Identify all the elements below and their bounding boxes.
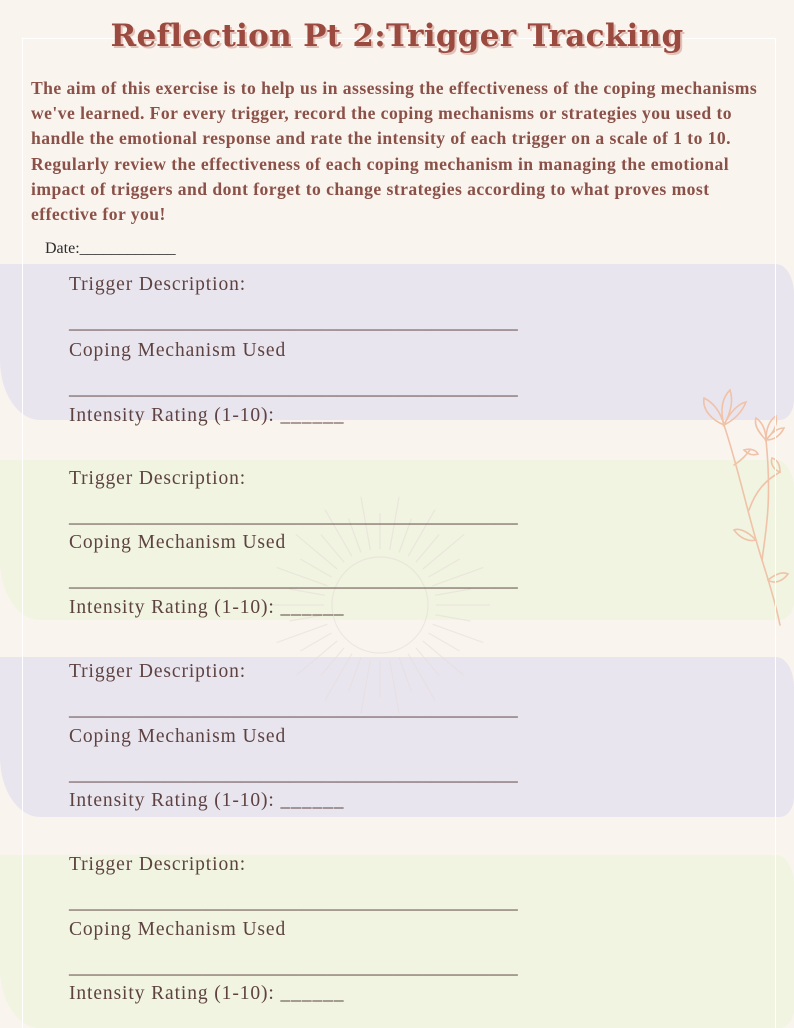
sunburst-ray — [349, 658, 361, 692]
trigger-description-line[interactable]: _______________________________________________ — [69, 699, 518, 720]
trigger-description-line[interactable]: _______________________________________________ — [69, 892, 518, 913]
instructions-paragraph: The aim of this exercise is to help us in assessing the effectiveness of the coping mechanisms we've learned. For every trigger, record the coping mechanisms or strategies you used to handle the emotional response and rate the intensity of each trigger on a scale of 1 to 10. Regularly review the effectiveness of each coping mechanism in managing the emotional impact of triggers and dont forget to change strategies according to what proves most effective for you! — [31, 78, 758, 225]
date-field[interactable]: Date:____________ — [45, 240, 176, 257]
intensity-rating-field[interactable]: Intensity Rating (1-10): ______ — [69, 597, 345, 618]
trigger-description-label: Trigger Description: — [69, 468, 247, 489]
coping-mechanism-line[interactable]: _______________________________________________ — [69, 378, 518, 399]
page-title: Reflection Pt 2:Trigger Tracking — [110, 18, 684, 54]
coping-mechanism-label: Coping Mechanism Used — [69, 532, 287, 553]
coping-mechanism-label: Coping Mechanism Used — [69, 919, 287, 940]
intensity-rating-field[interactable]: Intensity Rating (1-10): ______ — [69, 405, 345, 426]
flower-decoration — [694, 380, 794, 630]
trigger-description-line[interactable]: _______________________________________________ — [69, 312, 518, 333]
trigger-description-label: Trigger Description: — [69, 661, 247, 682]
intensity-rating-field[interactable]: Intensity Rating (1-10): ______ — [69, 790, 345, 811]
sunburst-ray — [325, 653, 352, 700]
intensity-rating-field[interactable]: Intensity Rating (1-10): ______ — [69, 983, 345, 1004]
sunburst-ray — [300, 633, 331, 651]
sunburst-ray — [423, 641, 464, 676]
coping-mechanism-label: Coping Mechanism Used — [69, 726, 287, 747]
trigger-description-line[interactable]: _______________________________________________ — [69, 506, 518, 527]
trigger-description-label: Trigger Description: — [69, 854, 247, 875]
sunburst-ray — [296, 534, 337, 569]
sunburst-ray — [296, 641, 337, 676]
coping-mechanism-line[interactable]: _______________________________________________ — [69, 957, 518, 978]
sunburst-ray — [399, 658, 411, 692]
sunburst-ray — [435, 615, 470, 621]
coping-mechanism-line[interactable]: _______________________________________________ — [69, 764, 518, 785]
sunburst-ray — [428, 633, 459, 651]
coping-mechanism-label: Coping Mechanism Used — [69, 340, 287, 361]
trigger-description-label: Trigger Description: — [69, 274, 247, 295]
coping-mechanism-line[interactable]: _______________________________________________ — [69, 570, 518, 591]
sunburst-ray — [423, 534, 464, 569]
sunburst-ray — [408, 653, 435, 700]
